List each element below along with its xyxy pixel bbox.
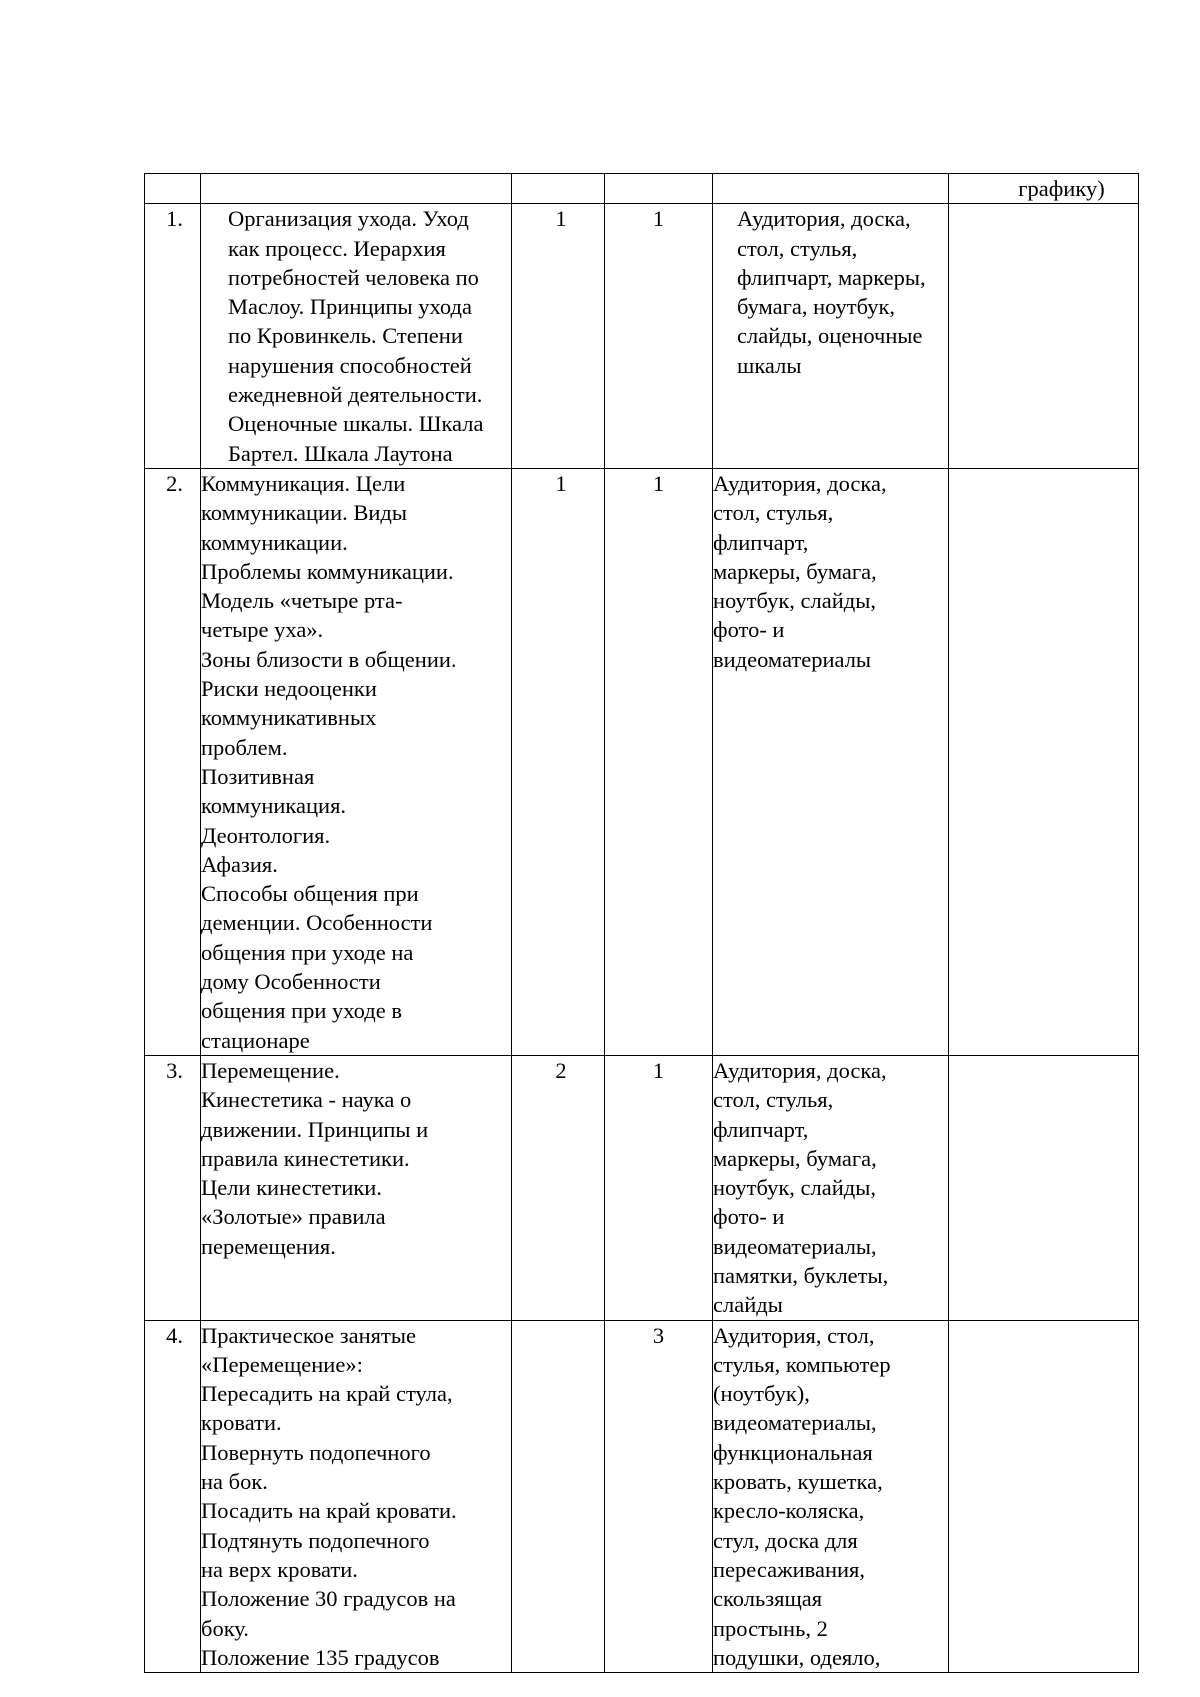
hours-b-cell (605, 468, 713, 1055)
topic-line: общения при уходе в (201, 998, 402, 1024)
note-cell (949, 1320, 1139, 1673)
equipment-line: флипчарт, (713, 1116, 809, 1142)
equipment-line: стол, стулья, (713, 500, 834, 526)
topic-cell (201, 1320, 512, 1673)
topic-line: «Перемещение»: (201, 1351, 363, 1377)
topic-line: нарушения способностей (228, 352, 472, 378)
topic-line: боку. (201, 1615, 249, 1641)
topic-line: Модель «четыре рта- (201, 588, 403, 614)
equipment-line: подушки, одеяло, (713, 1644, 881, 1670)
topic-line: коммуникации. (201, 529, 348, 555)
equipment-line: стол, стулья, (737, 235, 858, 261)
topic-line: кровати. (201, 1410, 282, 1436)
topic-line: на бок. (201, 1469, 268, 1495)
topic-line: потребностей человека по (228, 264, 479, 290)
hours-a-value: 2 (555, 1057, 567, 1083)
note-cell (949, 204, 1139, 469)
topic-line: стационаре (201, 1027, 310, 1053)
topic-line: коммуникация. (201, 793, 347, 819)
equipment-line: Аудитория, доска, (713, 470, 887, 496)
equipment-line: фото- и (713, 1204, 785, 1230)
topic-line: Позитивная (201, 763, 315, 789)
equipment-line: памятки, буклеты, (713, 1262, 889, 1288)
equipment-line: флипчарт, (713, 529, 809, 555)
equipment-line: маркеры, бумага, (713, 1145, 877, 1171)
row-number-cell (145, 1320, 201, 1673)
topic-cell (201, 1055, 512, 1320)
topic-line: Коммуникация. Цели (201, 470, 406, 496)
topic-line: Организация ухода. Уход (228, 206, 469, 232)
topic-line: деменции. Особенности (201, 910, 433, 936)
equipment-line: видеоматериалы (713, 646, 872, 672)
topic-line: Зоны близости в общении. (201, 646, 457, 672)
hours-a-cell (512, 468, 605, 1055)
topic-line: Риски недооценки (201, 676, 377, 702)
equipment-line: кресло-коляска, (713, 1498, 865, 1524)
topic-line: Положение 135 градусов (201, 1644, 440, 1670)
hours-b-cell (605, 204, 713, 469)
hours-a-cell (512, 204, 605, 469)
topic-line: Афазия. (201, 851, 278, 877)
table-cell (713, 174, 949, 204)
note-cell (949, 468, 1139, 1055)
table-cell (605, 174, 713, 204)
equipment-line: ноутбук, слайды, (713, 1175, 876, 1201)
equipment-line: кровать, кушетка, (713, 1469, 883, 1495)
equipment-line: слайды, оценочные (737, 323, 923, 349)
topic-line: Посадить на край кровати. (201, 1498, 457, 1524)
topic-line: Проблемы коммуникации. (201, 558, 454, 584)
table-row (145, 204, 1139, 469)
topic-line: движении. Принципы и (201, 1116, 429, 1142)
row-number: 2. (166, 470, 183, 496)
topic-line: ежедневной деятельности. (228, 382, 483, 408)
table-row (145, 1055, 1139, 1320)
equipment-line: Аудитория, доска, (737, 206, 911, 232)
equipment-line: скользящая (713, 1586, 823, 1612)
equipment-cell (713, 468, 949, 1055)
equipment-line: стул, доска для (713, 1527, 858, 1553)
equipment-cell (713, 1320, 949, 1673)
hours-a-value: 1 (555, 206, 567, 232)
topic-line: Деонтология. (201, 822, 331, 848)
topic-line: проблем. (201, 734, 288, 760)
continuation-note-cell (949, 174, 1139, 204)
topic-line: Подтянуть подопечного (201, 1527, 430, 1553)
table-cell (201, 174, 512, 204)
table-cell (145, 174, 201, 204)
hours-b-value: 1 (652, 206, 665, 232)
hours-a-cell (512, 1055, 605, 1320)
topic-line: Кинестетика - наука о (201, 1087, 412, 1113)
topic-line: Перемещение. (201, 1057, 340, 1083)
topic-line: Маслоу. Принципы ухода (228, 294, 472, 320)
topic-cell (201, 468, 512, 1055)
equipment-line: пересаживания, (713, 1556, 866, 1582)
equipment-line: стол, стулья, (713, 1087, 834, 1113)
topic-line: Пересадить на край стула, (201, 1381, 453, 1407)
equipment-line: ноутбук, слайды, (713, 588, 876, 614)
row-number-cell (145, 468, 201, 1055)
equipment-line: Аудитория, доска, (713, 1057, 887, 1083)
topic-line: Цели кинестетики. (201, 1175, 382, 1201)
hours-b-value: 3 (652, 1322, 665, 1348)
topic-line: Способы общения при (201, 881, 419, 907)
topic-line: правила кинестетики. (201, 1145, 410, 1171)
topic-line: как процесс. Иерархия (228, 235, 446, 261)
topic-line: коммуникативных (201, 705, 377, 731)
table-row (145, 1320, 1139, 1673)
table-row (145, 468, 1139, 1055)
equipment-line: флипчарт, маркеры, (737, 264, 926, 290)
hours-b-value: 1 (652, 470, 665, 496)
topic-line: Повернуть подопечного (201, 1439, 431, 1465)
topic-line: перемещения. (201, 1233, 336, 1259)
hours-b-cell (605, 1055, 713, 1320)
equipment-line: стулья, компьютер (713, 1351, 891, 1377)
hours-a-value: 1 (555, 470, 567, 496)
table-cell (512, 174, 605, 204)
row-number-cell (145, 204, 201, 469)
note-cell (949, 1055, 1139, 1320)
table-row (145, 174, 1139, 204)
equipment-line: слайды (713, 1292, 783, 1318)
row-number: 3. (166, 1057, 183, 1083)
hours-b-value: 1 (652, 1057, 665, 1083)
equipment-line: функциональная (713, 1439, 873, 1465)
row-number: 4. (166, 1322, 183, 1348)
topic-line: четыре уха». (201, 617, 324, 643)
hours-b-cell (605, 1320, 713, 1673)
equipment-line: простынь, 2 (713, 1615, 828, 1641)
topic-line: по Кровинкель. Степени (228, 323, 463, 349)
equipment-line: Аудитория, стол, (713, 1322, 875, 1348)
equipment-line: видеоматериалы, (713, 1410, 877, 1436)
topic-line: коммуникации. Виды (201, 500, 407, 526)
equipment-cell (713, 1055, 949, 1320)
equipment-cell (713, 204, 949, 469)
topic-line: Практическое занятые (201, 1322, 416, 1348)
topic-line: Бартел. Шкала Лаутона (228, 440, 453, 466)
row-number: 1. (166, 206, 183, 232)
equipment-line: бумага, ноутбук, (737, 294, 895, 320)
topic-cell (201, 204, 512, 469)
equipment-line: шкалы (737, 352, 802, 378)
topic-line: дому Особенности (201, 969, 381, 995)
topic-line: на верх кровати. (201, 1556, 358, 1582)
topic-line: Оценочные шкалы. Шкала (228, 411, 484, 437)
equipment-line: фото- и (713, 617, 785, 643)
topic-line: «Золотые» правила (201, 1204, 386, 1230)
lesson-plan-table (144, 173, 1139, 1673)
continuation-note: графику) (1018, 176, 1105, 201)
equipment-line: видеоматериалы, (713, 1233, 877, 1259)
equipment-line: (ноутбук), (713, 1381, 810, 1407)
row-number-cell (145, 1055, 201, 1320)
topic-line: общения при уходе на (201, 939, 414, 965)
hours-a-cell (512, 1320, 605, 1673)
topic-line: Положение 30 градусов на (201, 1586, 456, 1612)
equipment-line: маркеры, бумага, (713, 558, 877, 584)
